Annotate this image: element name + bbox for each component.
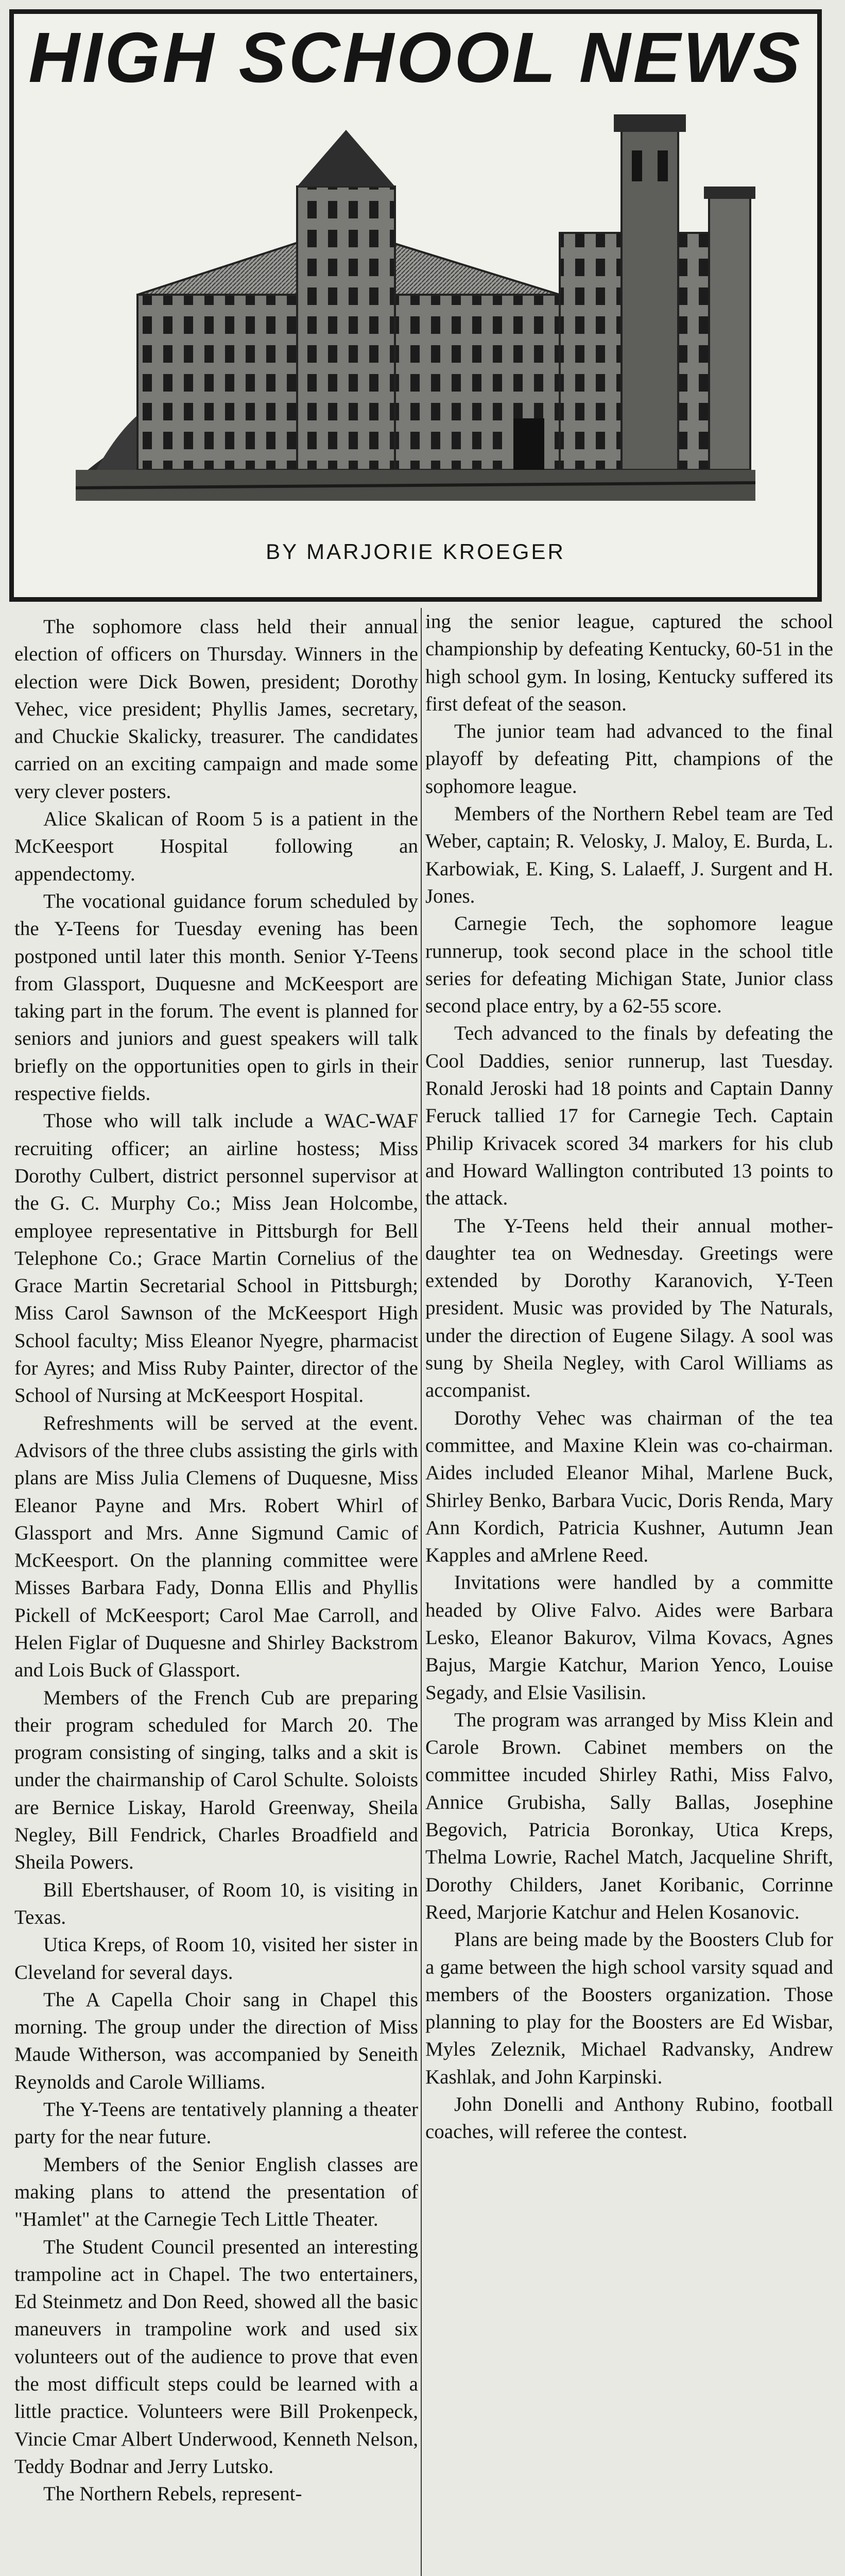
- paragraph: Carnegie Tech, the sophomore league runnerup, took second place in the school title series for defeating Michigan State, Junior class second place entry, by a 62-55 score.: [425, 912, 833, 1018]
- paragraph: Members of the Northern Rebel team are Ted Weber, captain; R. Velosky, J. Maloy, E. Burda, L. Karbowiak, E. King, S. Lalaeff, J. Surgent and H. Jones.: [425, 803, 833, 907]
- paragraph: The program was arranged by Miss Klein and Carole Brown. Cabinet members on the committee incuded Shirley Rathi, Miss Falvo, Annice Grubisha, Sally Ballas, Josephine Begovich, Patricia Boronkay, Utica Kreps, Thelma Lowrie, Rachel Match, Jacqueline Shrift, Dorothy Childers, Janet Koribanic, Corrinne Reed, Marjorie Katchur and Helen Kosanovic.: [425, 1708, 833, 1923]
- paragraph: Members of the French Cub are preparing their program scheduled for March 20. The program consisting of singing, talks and a skit is under the chairmanship of Carol Schulte. Soloists are Bernice Liskay, Harold Greenway, Sheila Negley, Bill Fendrick, Charles Broadfield and Sheila Powers.: [14, 1686, 418, 1874]
- paragraph: Refreshments will be served at the event. Advisors of the three clubs assisting the girls with plans are Miss Julia Clemens of Duquesne, Miss Eleanor Payne and Mrs. Robert Whirl of Glassport and Mrs. Anne Sigmund Camic of McKeesport. On the planning committee were Misses Barbara Fady, Donna Ellis and Phyllis Pickell of McKeesport; Carol Mae Carroll, and Helen Figlar of Duquesne and Shirley Backstrom and Lois Buck of Glassport.: [14, 1412, 418, 1682]
- school-building-illustration: [76, 109, 755, 501]
- paragraph: ing the senior league, captured the school championship by defeating Kentucky, 60-51 in the high school gym. In losing, Kentucky suffered its first defeat of the season.: [425, 611, 833, 715]
- paragraph: John Donelli and Anthony Rubino, football coaches, will referee the contest.: [425, 2093, 833, 2143]
- paragraph: Those who will talk include a WAC-WAF recruiting officer; an airline hostess; Miss Dorothy Culbert, district personnel supervisor at the G. C. Murphy Co.; Miss Jean Holcombe, employee representative in Pittsburgh for Bell Telephone Co.; Grace Martin Cornelius of the Grace Martin Secretarial School in Pittsburgh; Miss Carol Sawnson of the McKeesport High School faculty; Miss Eleanor Nyegre, pharmacist for Ayres; and Miss Ruby Painter, director of the School of Nursing at McKeesport Hospital.: [14, 1110, 418, 1407]
- byline: BY MARJORIE KROEGER: [266, 539, 565, 564]
- paragraph: The Y-Teens are tentatively planning a theater party for the near future.: [14, 2098, 418, 2148]
- paragraph: The vocational guidance forum scheduled by the Y-Teens for Tuesday evening has been postponed until later this month. Senior Y-Teens from Glassport, Duquesne and McKeesport are taking part in the forum. The event is planned for seniors and juniors and guest speakers will talk briefly on the opportunities open to girls in their respective fields.: [14, 890, 418, 1105]
- paragraph: Bill Ebertshauser, of Room 10, is visiting in Texas.: [14, 1878, 418, 1928]
- paragraph: Plans are being made by the Boosters Club for a game between the high school varsity squad and members of the Boosters organization. Those planning to play for the Boosters are Ed Wisbar, Myles Zeleznik, Michael Radvansky, Andrew Kashlak, and John Karpinski.: [425, 1928, 833, 2088]
- paragraph: Invitations were handled by a committe headed by Olive Falvo. Aides were Barbara Lesko, Eleanor Bakurov, Vilma Kovacs, Agnes Bajus, Margie Katchur, Marion Yenco, Louise Segady, and Elsie Vasilisin.: [425, 1571, 833, 1704]
- masthead: [9, 9, 822, 602]
- paragraph: Tech advanced to the finals by defeating the Cool Daddies, senior runnerup, last Tuesday. Ronald Jeroski had 18 points and Captain Danny Feruck tallied 17 for Carnegie Tech. Captain Philip Krivacek scored 34 markers for his club and Howard Wallington contributed 13 points to the attack.: [425, 1022, 833, 1210]
- article-column-left: [14, 613, 418, 2507]
- paragraph: The junior team had advanced to the final playoff by defeating Pitt, champions of the sophomore league.: [425, 720, 833, 798]
- paragraph: Utica Kreps, of Room 10, visited her sister in Cleveland for several days.: [14, 1934, 418, 1984]
- paragraph: The Student Council presented an interesting trampoline act in Chapel. The two entertainers, Ed Steinmetz and Don Reed, showed all the basic maneuvers in trampoline work and used six volunteers out of the audience to prove that even the most difficult steps could be learned with a little practice. Volunteers were Bill Prokenpeck, Vincie Cmar Albert Underwood, Kenneth Nelson, Teddy Bodnar and Jerry Lutsko.: [14, 2235, 418, 2478]
- paragraph: Members of the Senior English classes are making plans to attend the presentation of "Hamlet" at the Carnegie Tech Little Theater.: [14, 2153, 418, 2231]
- paragraph: The Y-Teens held their annual mother-daughter tea on Wednesday. Greetings were extended by Dorothy Karanovich, Y-Teen president. Music was provided by The Naturals, under the direction of Eugene Silagy. A sool was sung by Sheila Negley, with Carol Williams as accompanist.: [425, 1214, 833, 1402]
- article-column-right: [425, 608, 833, 2146]
- paragraph: The sophomore class held their annual election of officers on Thursday. Winners in the election were Dick Bowen, president; Dorothy Vehec, vice president; Phyllis James, secretary, and Chuckie Skalicky, treasurer. The candidates carried on an exciting campaign and made some very clever posters.: [14, 616, 418, 803]
- masthead-title: HIGH SCHOOL NEWS: [28, 18, 803, 97]
- paragraph: Alice Skalican of Room 5 is a patient in the McKeesport Hospital following an appendectomy.: [14, 808, 418, 885]
- paragraph: The Northern Rebels, represent-: [43, 2483, 302, 2505]
- paragraph: Dorothy Vehec was chairman of the tea committee, and Maxine Klein was co-chairman. Aides included Eleanor Mihal, Marlene Buck, Shirley Benko, Barbara Vucic, Doris Renda, Mary Ann Kordich, Patricia Kushner, Autumn Jean Kapples and aMrlene Reed.: [425, 1406, 833, 1567]
- column-divider: [421, 608, 422, 2576]
- paragraph: The A Capella Choir sang in Chapel this morning. The group under the direction of Miss Maude Witherson, was accompanied by Seneith Reynolds and Carole Williams.: [14, 1988, 418, 2093]
